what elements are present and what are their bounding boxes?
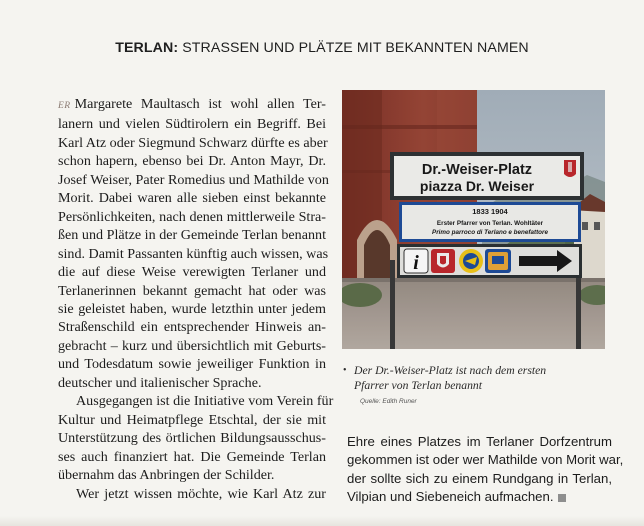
text-line: lanern und vielen Südtirolern ein Begriff. Bei bbox=[58, 116, 326, 133]
text-line: deutscher und italienischer Sprache. bbox=[58, 374, 262, 391]
sign-title-de: Dr.-Weiser-Platz bbox=[421, 162, 533, 178]
sign-title-it: piazza Dr. Weiser bbox=[419, 178, 535, 194]
text-line: gekommen ist oder wer Mathilde von Morit war, bbox=[347, 452, 624, 468]
text-line: Ausgegangen ist die Initiative vom Verein für bbox=[76, 393, 334, 410]
caption-bullet: • bbox=[343, 365, 347, 376]
left-column bbox=[58, 95, 334, 503]
info-icon: i bbox=[413, 252, 419, 274]
paragraph-1 bbox=[58, 95, 329, 392]
text-line: ses auch finanziert hat. Die Gemeinde Terlan bbox=[58, 448, 326, 465]
paragraph-3 bbox=[58, 485, 326, 503]
photo-caption bbox=[343, 364, 604, 393]
text-line: Vilpian und Siebeneich aufmachen. bbox=[347, 488, 612, 506]
text-line: Morit. Dabei waren alle sieben einst bekannte bbox=[58, 190, 326, 207]
street-sign-photo bbox=[342, 90, 605, 349]
text-line: die auf diese Weise verewigten Terlaner und bbox=[58, 264, 326, 281]
text-line: Wer jetzt wissen möchte, wie Karl Atz zur bbox=[76, 485, 326, 502]
text-line: schon hapern, ebenso bei Dr. Anton Mayr, Dr. bbox=[58, 153, 326, 170]
text-line: Josef Weiser, Pater Romedius und Mathilde von bbox=[58, 171, 329, 188]
street-sign-illustration bbox=[342, 90, 605, 349]
text-line: Karl Atz oder Siegmund Schwarz dürfte es aber bbox=[58, 134, 328, 151]
sign-years: 1833 1904 bbox=[472, 207, 508, 216]
text-line: ER Margarete Maultasch ist wohl allen Ter- bbox=[58, 96, 326, 112]
page-edge-shadow bbox=[0, 516, 644, 526]
sign-role-it: Primo parroco di Terlano e benefattore bbox=[432, 229, 548, 236]
author-abbreviation: ER bbox=[58, 101, 71, 111]
article-heading bbox=[0, 40, 644, 56]
caption-line: Pfarrer von Terlan benannt bbox=[354, 378, 483, 392]
heading-title: STRASSEN UND PLÄTZE MIT BEKANNTEN NAMEN bbox=[178, 40, 529, 56]
text-line: übernahm das Anbringen der Schilder. bbox=[58, 467, 275, 484]
paragraph-2 bbox=[58, 392, 334, 484]
right-column bbox=[347, 433, 624, 507]
end-of-article-mark bbox=[558, 494, 566, 502]
text-line: sie geleistet haben, wurde letzthin unter jedem bbox=[58, 300, 326, 317]
photo-credit: Quelle: Edith Runer bbox=[360, 398, 417, 405]
text-line: Kultur und Heimatpflege Etschtal, der sie mit bbox=[58, 411, 326, 428]
text-line: Straßenschild ein entsprechender Hinweis an- bbox=[58, 319, 326, 336]
text-line: Persönlichkeiten, nach denen mittlerweile Stra- bbox=[58, 208, 326, 225]
caption-line: Der Dr.-Weiser-Platz ist nach dem ersten bbox=[354, 364, 547, 377]
text-line: gebracht – kurz und übersichtlich mit Geburts- bbox=[58, 337, 326, 354]
text-line: sind. Damit Passanten künftig auch wissen, was bbox=[58, 245, 329, 262]
text-line: ßen und Plätze in der Gemeinde Terlan benannt bbox=[58, 227, 326, 244]
text-line: und Todesdatum sowie jeweiliger Funktion in bbox=[58, 356, 326, 373]
sign-role-de: Erster Pfarrer von Terlan. Wohltäter bbox=[436, 220, 544, 227]
heading-location: TERLAN: bbox=[115, 40, 179, 56]
text-line: Terlanerinnen bekannt gemacht hat oder was bbox=[58, 282, 326, 299]
text-line: Ehre eines Platzes im Terlaner Dorfzentrum bbox=[347, 434, 612, 449]
text-line: Unterstützung des örtlichen Bildungsausschus- bbox=[58, 430, 326, 447]
text-line: der sollte sich zu einem Rundgang in Terlan, bbox=[347, 470, 612, 486]
